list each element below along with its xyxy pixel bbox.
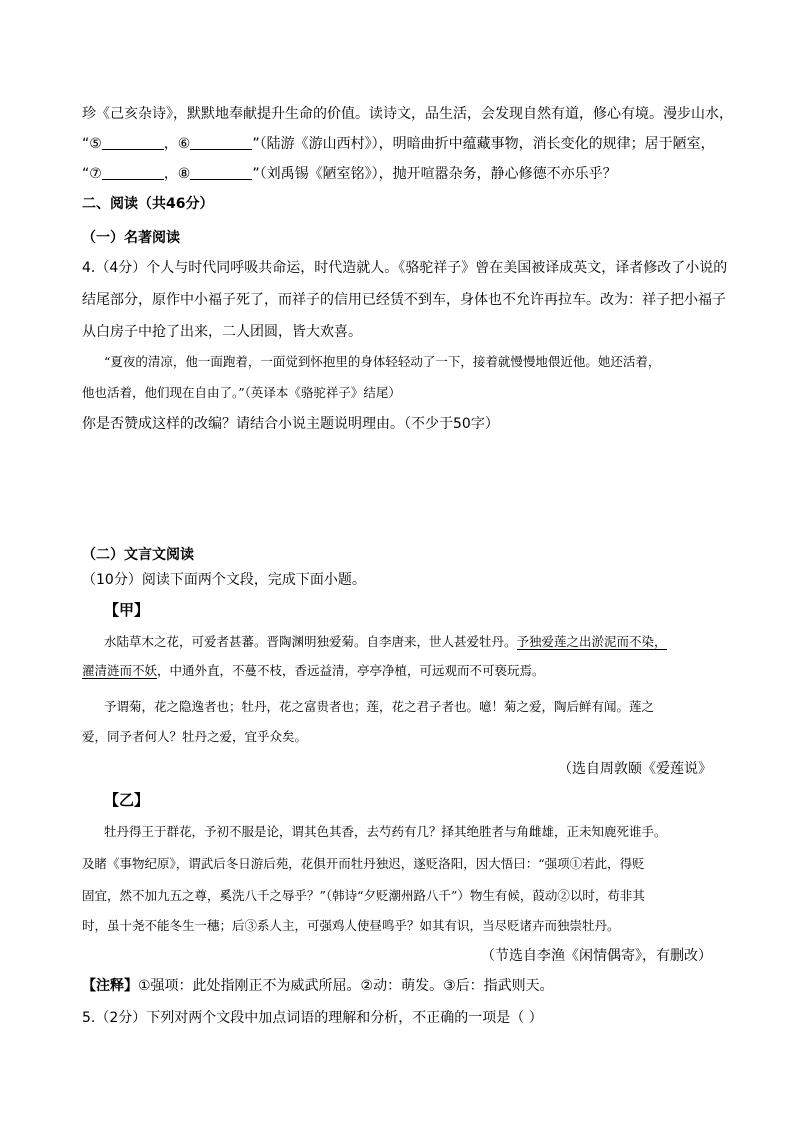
quote-line-2 bbox=[82, 383, 401, 403]
annotations-text: ①强项：此处指刚正不为威武所屈。②动：萌发。③后：指武则天。 bbox=[138, 978, 554, 994]
quote-line-1: “夏夜的清凉，他一面跑着，一面觉到怀抱里的身体轻轻动了一下，接着就慢慢地偎近他。她还活着， bbox=[104, 354, 661, 369]
question-5: 5.（2分）下列对两个文段中加点词语的理解和分析，不正确的一项是（ ） bbox=[82, 1010, 543, 1026]
passage-yi-line-4: 时，虽十尧不能冬生一穗；后③系人主，可强鸡人使昼鸣乎？如其有识，当尽贬诸卉而独崇牡丹。 bbox=[82, 918, 620, 933]
question-4-prompt: 你是否赞成这样的改编？请结合小说主题说明理由。（不少于50字） bbox=[82, 416, 499, 432]
part-title-classics: （一）名著阅读 bbox=[82, 230, 180, 246]
annotations-label: 【注释】 bbox=[82, 978, 138, 994]
blank-label-8: ，⑧ bbox=[163, 166, 191, 182]
poem-source-lu-you: ”（陆游《游山西村》），明暗曲折中蕴藏事物，消长变化的规律；居于陋室， bbox=[252, 136, 715, 152]
blank-label-6: ，⑥ bbox=[163, 136, 191, 152]
underlined-sentence-2: 濯清涟而不妖 bbox=[82, 663, 158, 678]
passage-jia-line-4: 爱，同予者何人？牡丹之爱，宜乎众矣。 bbox=[82, 729, 308, 744]
poem-line-1: 珍《己亥杂诗》，默默地奉献提升生命的价值。读诗文，品生活，会发现自然有道，修心有境。漫步山水， bbox=[82, 106, 733, 122]
question-4-line-1: 4.（4分）个人与时代同呼吸共命运，时代造就人。《骆驼祥子》曾在美国被译成英文，译者修改了小说的 bbox=[82, 260, 728, 276]
poem-source-liu-yuxi: ”（刘禹锡《陋室铭》），抛开喧嚣杂务，静心修德不亦乐乎？ bbox=[252, 166, 617, 182]
passage-jia-line-1: 水陆草木之花，可爱者甚蕃。晋陶渊明独爱菊。自李唐来，世人甚爱牡丹。予独爱莲之出淤泥而不染， bbox=[104, 634, 667, 649]
annotations bbox=[82, 976, 554, 996]
question-4-line-3: 从白房子中抢了出来，二人团圆，皆大欢喜。 bbox=[82, 324, 362, 340]
underlined-sentence-1: 予独爱莲之出淤泥而不染， bbox=[516, 634, 667, 649]
passage-yi-label: 【乙】 bbox=[104, 791, 150, 809]
passage-yi-source: （节选自李渔《闲情偶寄》，有删改） bbox=[481, 948, 712, 964]
poem-line-3 bbox=[82, 164, 617, 184]
fill-blank-8[interactable] bbox=[190, 165, 252, 180]
fill-blank-5[interactable] bbox=[102, 135, 164, 150]
question-4-line-2: 结尾部分，原作中小福子死了，而祥子的信用已经赁不到车，身体也不允许再拉车。改为：祥子把小福子 bbox=[82, 292, 726, 308]
blank-label-5: “⑤ bbox=[82, 136, 102, 152]
fill-blank-6[interactable] bbox=[190, 135, 252, 150]
part-2-intro: （10分）阅读下面两个文段，完成下面小题。 bbox=[82, 572, 366, 588]
passage-jia-source: （选自周敦颐《爱莲说》 bbox=[558, 761, 712, 777]
poem-line-2 bbox=[82, 134, 715, 154]
passage-jia-label: 【甲】 bbox=[104, 601, 150, 619]
blank-label-7: “⑦ bbox=[82, 166, 102, 182]
passage-jia-line-2: 濯清涟而不妖，中通外直，不蔓不枝，香远益清，亭亭净植，可远观而不可亵玩焉。 bbox=[82, 663, 545, 678]
quote-text: 他也活着，他们现在自由了。”（英译本《骆驼祥子》结尾） bbox=[82, 385, 401, 400]
passage-yi-line-2: 及睹《事物纪原》，谓武后冬日游后苑，花俱开而牡丹独迟，遂贬洛阳，因大悟曰：“强项①若此，得贬 bbox=[82, 856, 645, 871]
fill-blank-7[interactable] bbox=[102, 165, 164, 180]
passage-jia-line-3: 予谓菊，花之隐逸者也；牡丹，花之富贵者也；莲，花之君子者也。噫！菊之爱，陶后鲜有闻。莲之 bbox=[104, 699, 655, 714]
section-title-reading: 二、阅读（共46分） bbox=[82, 196, 214, 212]
passage-yi-line-3: 固宜，然不加九五之尊，奚洗八千之辱乎？”（韩诗“夕贬潮州路八千”）物生有候，葭动②以时，苟非其 bbox=[82, 888, 645, 903]
passage-yi-line-1: 牡丹得王于群花，予初不服是论，谓其色其香，去芍药有几？择其绝胜者与角雌雄，正未知鹿死谁手。 bbox=[104, 824, 667, 839]
part-title-classical-chinese: （二）文言文阅读 bbox=[82, 547, 194, 563]
